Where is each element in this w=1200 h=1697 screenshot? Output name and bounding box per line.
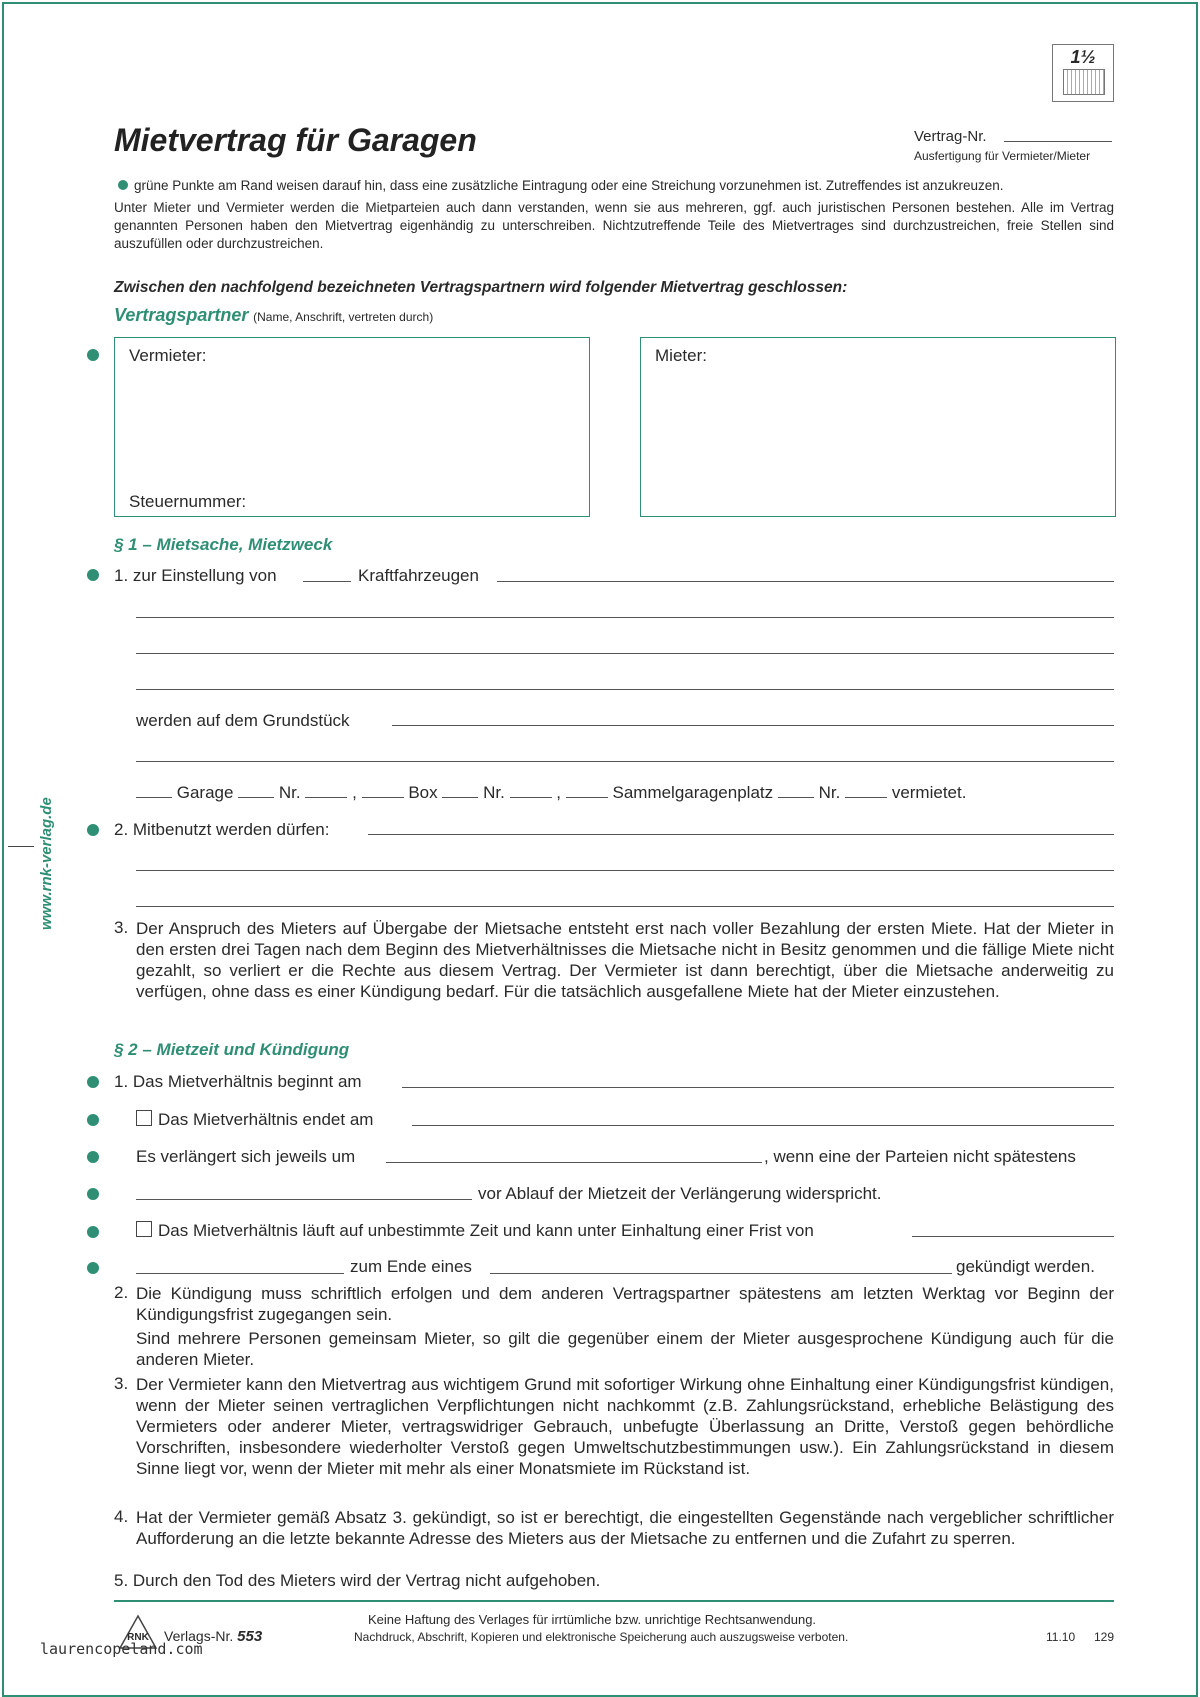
box-fill-a[interactable] xyxy=(442,783,478,798)
item3-number: 3. xyxy=(114,918,129,937)
green-dot-icon xyxy=(87,569,99,581)
s2-item2-text: Die Kündigung muss schriftlich erfolgen und dem anderen Vertragspartner spätestens am letzten Werktag vor Beginn der Kündigungsfrist zugegangen sein. xyxy=(136,1284,1114,1324)
garage-label: Garage xyxy=(176,783,234,802)
green-dot-icon xyxy=(87,1188,99,1200)
s2-item5-text: 5. Durch den Tod des Mieters wird der Vertrag nicht aufgehoben. xyxy=(114,1571,601,1590)
item3-text: Der Anspruch des Mieters auf Übergabe der Mietsache entsteht erst nach voller Bezahlung der ersten Miete. Hat der Mieter in den ersten drei Tagen nach dem Beginn des Mietverhältnisses die Mietsache nicht in Besitz genommen und die fällige Miete nicht gezahlt, so verliert er die Rechte aus diesem Vertrag. Der Vermieter ist dann berechtigt, über die Mietsache anderweitig zu verfügen, ohne dass es einer Kündigung bedarf. Für die tatsächlich ausgefallene Miete hat der Mieter einzustehen. xyxy=(136,919,1114,1001)
plot-line-2[interactable] xyxy=(136,761,1114,762)
s2-item4-text: Hat der Vermieter gemäß Absatz 3. gekündigt, so ist er berechtigt, die eingestellten Gegenstände nach vergeblicher schriftlicher Aufforderung an die letzte bekannte Adresse des Mieters aus der Mietsache zu entfernen und die Zufahrt zu sperren. xyxy=(136,1508,1114,1548)
tax-number-label: Steuernummer: xyxy=(129,492,247,511)
s2-item2-number: 2. xyxy=(114,1283,129,1302)
plot-label: werden auf dem Grundstück xyxy=(136,711,350,730)
partners-heading xyxy=(114,305,433,326)
s2-item2-text-b: Sind mehrere Personen gemeinsam Mieter, so gilt die gegenüber einem der Mieter ausgesprochene Kündigung auch für die anderen Mieter. xyxy=(136,1329,1114,1369)
desc-line-1[interactable] xyxy=(136,617,1114,618)
comma-1: , xyxy=(352,783,357,802)
form-badge-label: 1½ xyxy=(1070,47,1096,67)
vehicle-desc-field[interactable] xyxy=(497,581,1114,582)
intro-note-body: Unter Mieter und Vermieter werden die Mietparteien auch dann verstanden, wenn sie aus mehreren, ggf. auch juristischen Personen bestehen. Alle im Vertrag genannten Personen haben den Mietvertrag eigenhändig zu unterschreiben. Nichtzutreffende Teile des Mietvertrages sind durchzustreichen, freie Stellen sind auszufüllen oder durchzustreichen. xyxy=(114,200,1114,251)
co-use-field[interactable] xyxy=(368,834,1114,835)
green-dot-icon xyxy=(87,1076,99,1088)
footer-page: 129 xyxy=(1094,1630,1115,1644)
green-dot-icon xyxy=(87,824,99,836)
desc-line-3[interactable] xyxy=(136,689,1114,690)
contract-number-field[interactable] xyxy=(1004,141,1112,142)
typewriter-icon xyxy=(1063,69,1105,95)
side-tick xyxy=(8,846,34,847)
green-dot-icon xyxy=(87,1114,99,1126)
item2-label: 2. Mitbenutzt werden dürfen: xyxy=(114,820,330,839)
s2-item3-text: Der Vermieter kann den Mietvertrag aus wichtigem Grund mit sofortiger Wirkung ohne Einhaltung einer Kündigungsfrist kündigen, wenn der Mieter seinen vertraglichen Verpflichtungen nicht nachkommt (z.B. Zahlungsrückstand, erhebliche Belästigung des Vermieters oder anderer Mieter, vertragswidriger Gebrauch, unbefugte Überlassung an Dritte, Verstoß gegen behördliche Vorschriften, insbesondere wiederholter Verstoß gegen Umweltschutzbestimmungen usw.). Ein Zahlungsrückstand in diesem Sinne liegt vor, wenn der Mieter mit mehr als einer Monatsmiete im Rückstand ist. xyxy=(136,1375,1114,1478)
collective-nr-field[interactable] xyxy=(845,783,887,798)
footer-rule xyxy=(114,1600,1114,1602)
extension-field[interactable] xyxy=(386,1162,762,1163)
green-dot-icon xyxy=(87,1151,99,1163)
landlord-label: Vermieter: xyxy=(129,346,207,365)
box-nr-field[interactable] xyxy=(510,783,552,798)
box-label: Box xyxy=(408,783,438,802)
terminated-label: gekündigt werden. xyxy=(956,1257,1095,1276)
publisher-number-value: 553 xyxy=(237,1628,263,1645)
collective-nr-label: Nr. xyxy=(818,783,841,802)
partners-hint: (Name, Anschrift, vertreten durch) xyxy=(253,310,434,324)
green-dot-icon xyxy=(118,180,128,190)
green-dot-icon xyxy=(87,1262,99,1274)
garage-fill-a[interactable] xyxy=(238,783,274,798)
co-use-line-2[interactable] xyxy=(136,870,1114,871)
s2-item4-number: 4. xyxy=(114,1507,129,1526)
copy-label: Ausfertigung für Vermieter/Mieter xyxy=(914,149,1091,163)
vehicle-count-field[interactable] xyxy=(303,581,351,582)
ends-checkbox[interactable] xyxy=(136,1110,152,1126)
garage-nr-label: Nr. xyxy=(278,783,301,802)
side-url: www.rnk-verlag.de xyxy=(38,797,55,930)
watermark: laurencopeland.com xyxy=(40,1640,203,1658)
partners-heading-label: Vertragspartner xyxy=(114,305,249,325)
begin-date-field[interactable] xyxy=(402,1087,1114,1088)
page-title: Mietvertrag für Garagen xyxy=(114,122,477,158)
ends-label: Das Mietverhältnis endet am xyxy=(158,1110,374,1129)
termination-unit-field[interactable] xyxy=(490,1273,952,1274)
notice-period-field[interactable] xyxy=(136,1199,472,1200)
indefinite-row xyxy=(136,1221,814,1241)
comma-2: , xyxy=(556,783,562,802)
ends-row xyxy=(136,1110,373,1130)
garage-nr-field[interactable] xyxy=(305,783,347,798)
plot-field[interactable] xyxy=(392,725,1114,726)
indefinite-checkbox[interactable] xyxy=(136,1221,152,1237)
indefinite-period-field[interactable] xyxy=(912,1236,1114,1237)
garage-row xyxy=(136,783,966,803)
intro-lead: Zwischen den nachfolgend bezeichneten Vertragspartnern wird folgender Mietvertrag geschlossen: xyxy=(114,279,848,296)
item1-text-b: Kraftfahrzeugen xyxy=(358,566,479,585)
end-date-field[interactable] xyxy=(412,1125,1114,1126)
rnk-logo-text: RNK xyxy=(127,1632,149,1643)
collective-fill-a[interactable] xyxy=(778,783,814,798)
s2-item3-number: 3. xyxy=(114,1374,129,1393)
intro-note-green: grüne Punkte am Rand weisen darauf hin, dass eine zusätzliche Eintragung oder eine Streichung vorzunehmen ist. Zutreffendes ist anzukreuzen. xyxy=(134,178,1004,193)
extends-label: Es verlängert sich jeweils um xyxy=(136,1147,356,1166)
collective-label: Sammelgaragenplatz xyxy=(612,783,774,802)
green-dot-icon xyxy=(87,349,99,361)
box-nr-label: Nr. xyxy=(483,783,505,802)
rented-label: vermietet. xyxy=(891,783,967,802)
green-dot-icon xyxy=(87,1226,99,1238)
footer-copyright: Nachdruck, Abschrift, Kopieren und elektronische Speicherung auch auszugsweise verboten. xyxy=(354,1630,849,1644)
tenant-label: Mieter: xyxy=(655,346,707,365)
garage-count-field[interactable] xyxy=(136,783,172,798)
contract-number-label: Vertrag-Nr. xyxy=(914,128,987,145)
extends-label-b: , wenn eine der Parteien nicht spätestens xyxy=(764,1147,1076,1166)
section2-heading: § 2 – Mietzeit und Kündigung xyxy=(114,1040,350,1059)
publisher-number-label: Verlags-Nr. xyxy=(164,1628,234,1644)
tenant-box[interactable] xyxy=(640,337,1116,517)
item1-text-a: 1. zur Einstellung von xyxy=(114,566,277,585)
before-end-label: vor Ablauf der Mietzeit der Verlängerung widerspricht. xyxy=(478,1184,882,1203)
indefinite-label: Das Mietverhältnis läuft auf unbestimmte Zeit und kann unter Einhaltung einer Frist von xyxy=(158,1221,814,1240)
section1-heading: § 1 – Mietsache, Mietzweck xyxy=(114,535,333,554)
begins-label: 1. Das Mietverhältnis beginnt am xyxy=(114,1072,362,1091)
to-end-label: zum Ende eines xyxy=(350,1257,472,1276)
collective-count-field[interactable] xyxy=(566,783,608,798)
co-use-line-3[interactable] xyxy=(136,906,1114,907)
form-badge xyxy=(1052,44,1114,102)
footer-liability: Keine Haftung des Verlages für irrtümliche bzw. unrichtige Rechtsanwendung. xyxy=(368,1612,817,1627)
desc-line-2[interactable] xyxy=(136,653,1114,654)
footer-date: 11.10 xyxy=(1046,1630,1076,1644)
box-count-field[interactable] xyxy=(362,783,404,798)
termination-period-field[interactable] xyxy=(136,1273,344,1274)
